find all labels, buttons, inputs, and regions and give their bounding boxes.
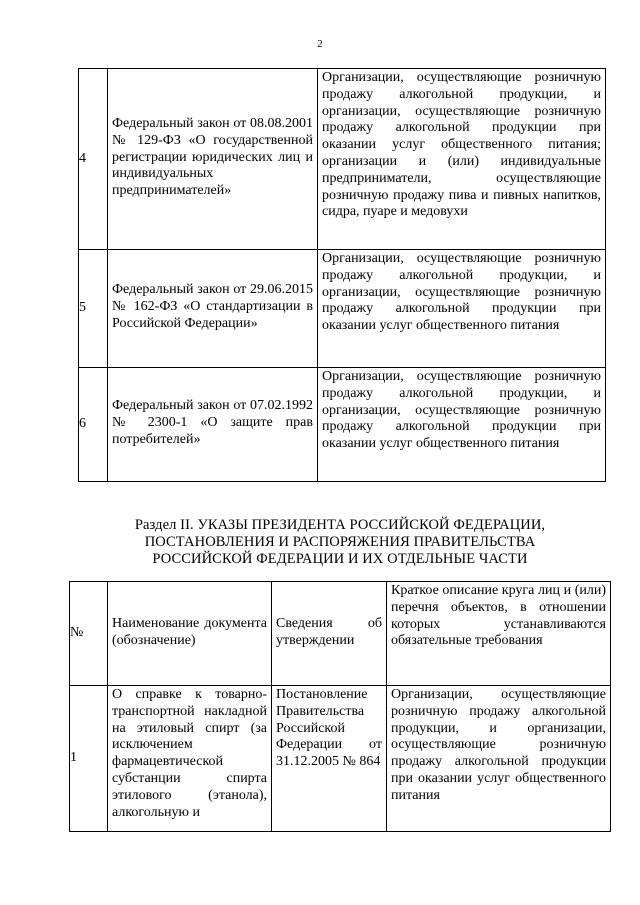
header-number: № <box>70 582 108 686</box>
section-heading-line: РОССИЙСКОЙ ФЕДЕРАЦИИ И ИХ ОТДЕЛЬНЫЕ ЧАСТИ <box>152 551 528 567</box>
requirements-table-decrees <box>69 581 611 832</box>
row-number: 6 <box>79 368 108 482</box>
requirements-table-laws <box>78 68 606 482</box>
table-header-row <box>70 582 611 686</box>
description-cell: Организации, осуществляющие розничную продажу алкогольной продукции, и организации, осуществляющие розничную продажу алкогольной продукции при оказании услуг общественного питания; организации и (или) индивидуальные предприниматели, осуществляющие розничную продажу пива и пивных напитков, сидра, пуаре и медовухи <box>318 69 606 250</box>
header-document-name: Наименование документа (обозначение) <box>108 582 272 686</box>
section-heading-line: Раздел II. УКАЗЫ ПРЕЗИДЕНТА РОССИЙСКОЙ ФЕДЕРАЦИИ, <box>134 517 546 533</box>
table-row <box>70 686 611 832</box>
row-number: 1 <box>70 686 108 832</box>
header-approval-info: Сведения об утверждении <box>272 582 387 686</box>
section-heading-line: ПОСТАНОВЛЕНИЯ И РАСПОРЯЖЕНИЯ ПРАВИТЕЛЬСТВА <box>144 534 536 550</box>
page-number: 2 <box>317 38 323 50</box>
row-number: 4 <box>79 69 108 250</box>
description-cell: Организации, осуществляющие розничную продажу алкогольной продукции, и организации, осуществляющие розничную продажу алкогольной продукции при оказании услуг общественного питания <box>318 250 606 368</box>
description-cell: Организации, осуществляющие розничную продажу алкогольной продукции, и организации, осуществляющие розничную продажу алкогольной продукции при оказании услуг общественного питания <box>387 686 611 832</box>
document-name-cell: О справке к товарно-транспортной накладной на этиловый спирт (за исключением фармацевтической субстанции спирта этилового (этанола), алкогольную и <box>108 686 272 832</box>
table-row <box>79 368 606 482</box>
header-description: Краткое описание круга лиц и (или) перечня объектов, в отношении которых устанавливаются обязательные требования <box>387 582 611 686</box>
document-name-cell: Федеральный закон от 07.02.1992 № 2300-1 «О защите прав потребителей» <box>108 368 318 482</box>
section-heading <box>80 517 600 568</box>
document-name-cell: Федеральный закон от 08.08.2001 № 129-ФЗ «О государственной регистрации юридических лиц и индивидуальных предпринимателей» <box>108 69 318 250</box>
document-name-cell: Федеральный закон от 29.06.2015 № 162-ФЗ «О стандартизации в Российской Федерации» <box>108 250 318 368</box>
row-number: 5 <box>79 250 108 368</box>
description-cell: Организации, осуществляющие розничную продажу алкогольной продукции, и организации, осуществляющие розничную продажу алкогольной продукции при оказании услуг общественного питания <box>318 368 606 482</box>
table-row <box>79 69 606 250</box>
approval-info-cell: Постановление Правительства Российской Федерации от 31.12.2005 № 864 <box>272 686 387 832</box>
table-row <box>79 250 606 368</box>
